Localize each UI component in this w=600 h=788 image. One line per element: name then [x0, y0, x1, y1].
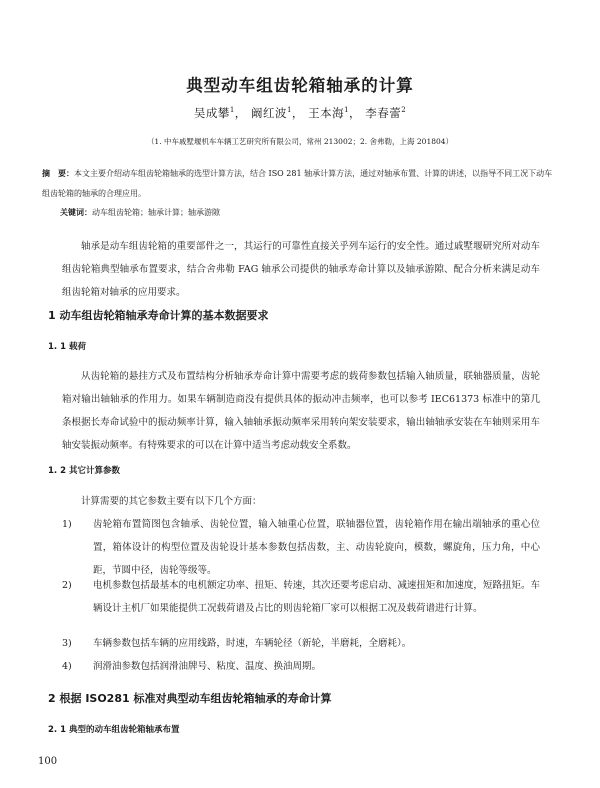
abstract: [42, 163, 554, 204]
author-affil-mark: 2: [401, 106, 407, 115]
list-item-text: 齿轮箱布置简图包含轴承、齿轮位置，输入轴重心位置，联轴器位置，齿轮箱作用在输出端轴承的重心位置，箱体设计的构型位置及齿轮设计基本参数包括齿数，主、动齿轮旋向，模数，螺旋角，压力角，中心距，节圆中径，齿轮等级等。: [93, 519, 540, 576]
list-item-number: 2): [62, 580, 72, 591]
list-item-text: 润滑油参数包括润滑油牌号、粘度、温度、换油周期。: [93, 661, 322, 672]
list-item-number: 3): [62, 638, 72, 649]
author-separator: ，: [349, 106, 362, 120]
keywords-label: 关键词：: [60, 207, 92, 217]
abstract-text: 本文主要介绍动车组齿轮箱轴承的选型计算方法，结合 ISO 281 轴承计算方法，通过对轴承布置、计算的讲述，以指导不同工况下动车组齿轮箱的轴承的合理应用。: [42, 169, 553, 198]
keywords-text: 动车组齿轮箱；轴承计算；轴承游隙: [92, 208, 220, 217]
other-params-intro: [62, 490, 540, 513]
page-number: 100: [38, 756, 58, 767]
author-name: 李春蕾: [365, 106, 402, 120]
list-item: [62, 632, 540, 655]
other-params-intro-text: 计算需要的其它参数主要有以下几个方面：: [81, 496, 262, 507]
list-item: [62, 513, 540, 582]
list-item: [62, 574, 540, 620]
author-name: 吴成攀: [193, 106, 230, 120]
subsection-1-1-heading: 1. 1 载荷: [48, 342, 86, 352]
list-item-number: 1): [62, 519, 72, 530]
keywords: [60, 207, 560, 218]
author-affil-mark: 1: [229, 106, 235, 115]
list-item-number: 4): [62, 661, 72, 672]
intro-text: 轴承是动车组齿轮箱的重要部件之一，其运行的可靠性直接关乎列车运行的安全性。通过戚墅堰研究所对动车组齿轮箱典型轴承布置要求，结合舍弗勒 FAG 轴承公司提供的轴承寿命计算以及轴承游隙、配合分析来满足动车组齿轮箱对轴承的应用要求。: [62, 241, 540, 298]
author-affil-mark: 1: [344, 106, 350, 115]
author-list: [0, 105, 600, 121]
paper-title: 典型动车组齿轮箱轴承的计算: [186, 76, 414, 95]
author-separator: ，: [234, 106, 247, 120]
abstract-label: 摘 要：: [42, 168, 74, 178]
subsection-2-1-heading: 2. 1 典型的动车组齿轮箱轴承布置: [48, 725, 180, 735]
list-item-text: 电机参数包括最基本的电机额定功率、扭矩、转速，其次还要考虑启动、减速扭矩和加速度，短路扭矩。车辆设计主机厂如果能提供工况载荷谱及占比的则齿轮箱厂家可以根据工况及载荷谱进行计算。: [93, 580, 540, 614]
load-text: 从齿轮箱的悬挂方式及布置结构分析轴承寿命计算中需要考虑的载荷参数包括输入轴质量，联轴器质量，齿轮箱对输出轴轴承的作用力。如果车辆制造商没有提供具体的振动冲击频率，也可以参考 IEC61373 标准中的第几条根据长寿命试验中的振动频率计算，输入轴轴承振动频率采用转向架安装要求，输出轴轴承安装在车轴则采用车轴安装振动频率。有特殊要求的可以在计算中适当考虑动载安全系数。: [62, 371, 540, 451]
section-1-heading: 1 动车组齿轮箱轴承寿命计算的基本数据要求: [48, 309, 269, 322]
intro-paragraph: [62, 235, 540, 304]
section-2-heading: 2 根据 ISO281 标准对典型动车组齿轮箱轴承的寿命计算: [48, 692, 332, 705]
author-separator: ，: [291, 106, 304, 120]
affiliation: （1. 中车戚墅堰机车车辆工艺研究所有限公司，常州 213002；2. 舍弗勒，上海 201804）: [146, 137, 454, 146]
author-name: 王本海: [308, 106, 345, 120]
list-item: [62, 655, 540, 678]
load-paragraph: [62, 365, 540, 457]
list-item-text: 车辆参数包括车辆的应用线路，时速，车辆轮径（新轮，半磨耗，全磨耗）。: [93, 638, 412, 649]
author-name: 阚红波: [250, 106, 287, 120]
subsection-1-2-heading: 1. 2 其它计算参数: [48, 466, 120, 476]
author-affil-mark: 1: [286, 106, 292, 115]
